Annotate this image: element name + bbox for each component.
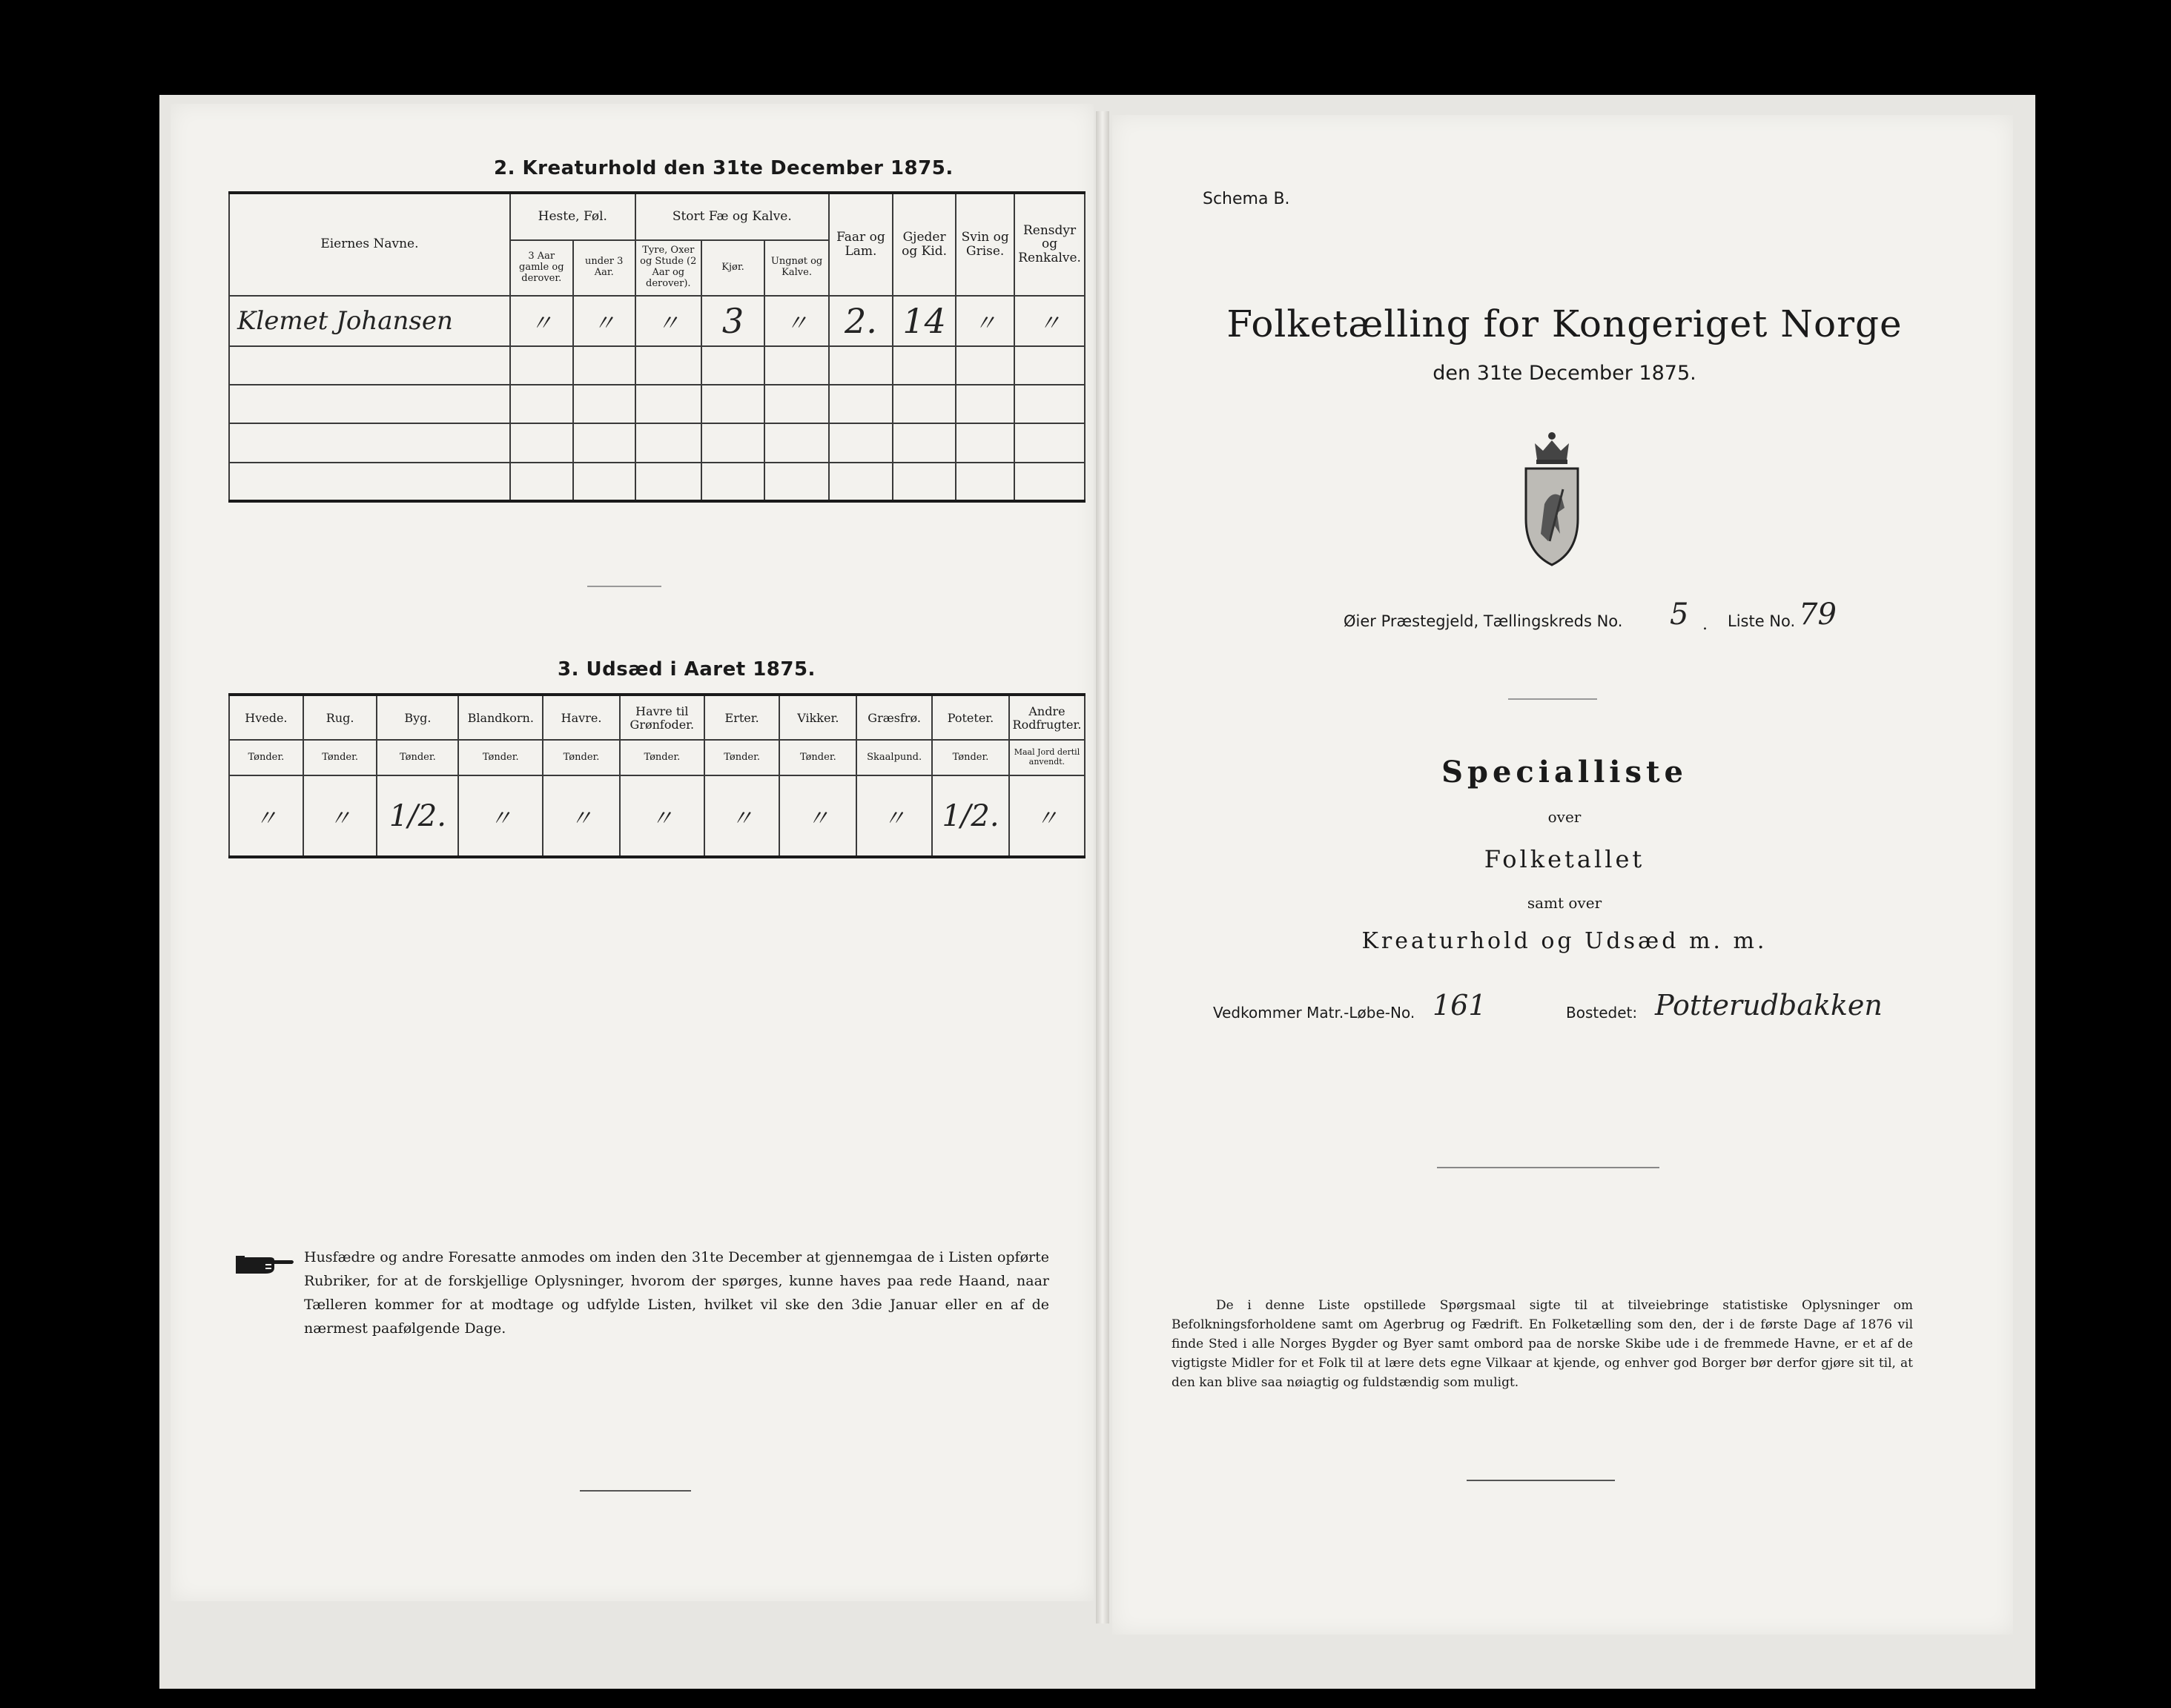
- owner-name-header: Eiernes Navne.: [229, 193, 510, 296]
- seed-crop-label: Poteter.: [933, 696, 1008, 741]
- seed-unit-label: Tønder.: [563, 751, 600, 763]
- seed-header-cell: [377, 695, 458, 775]
- seed-value: 〃: [620, 775, 704, 857]
- footnote-text: De i denne Liste opstillede Spørgsmaal sigte til at tilveiebringe statistiske Oplysninger om Befolkningsforholdene samt om Agerbrug og Fædrift. En Folketælling som den, der i de første Dage af 1876 vil finde Sted i alle Norges Bygder og Byer samt ombord paa de norske Skibe ude i de fremmede Havne, er et af de vigtigste Midler for et Folk til at lære dets egne Vilkaar at kjende, og enhver god Borger bør derfor gjøre sit til, at den kan blive saa nøiagtig og fuldstændig som muligt.: [1172, 1298, 1913, 1390]
- notice-text: Husfædre og andre Foresatte anmodes om inden den 31te December at gjennemgaa de i Listen opførte Rubriker, for at de forskjellige Oplysninger, hvorom der spørges, kunne haves paa rede Haand, naar Tælleren kommer for at modtage og udfylde Listen, hvilket vil ske den 3die Januar eller en af de nærmest paafølgende Dage.: [304, 1249, 1049, 1337]
- census-title: Folketælling for Kongeriget Norge: [1226, 302, 1903, 345]
- seed-crop-label: Græsfrø.: [857, 696, 931, 741]
- matr-label: Vedkommer Matr.-Løbe-No.: [1213, 1004, 1415, 1022]
- section3-title: 3. Udsæd i Aaret 1875.: [558, 658, 816, 681]
- cattle-group-header: Stort Fæ og Kalve.: [635, 193, 829, 240]
- parish-name: Øier: [1344, 612, 1376, 630]
- seed-table: [228, 693, 1086, 858]
- seed-header-cell: [932, 695, 1009, 775]
- seed-value: 1/2.: [377, 775, 458, 857]
- seed-unit-label: Tønder.: [248, 751, 285, 763]
- seed-crop-label: Rug.: [304, 696, 377, 741]
- dot-mark: .: [1702, 615, 1708, 634]
- bosted-label: Bostedet:: [1566, 1004, 1638, 1022]
- section2-title: 2. Kreaturhold den 31te December 1875.: [494, 157, 954, 179]
- value-cows: 3: [701, 296, 765, 346]
- sheep-header: Faar og Lam.: [829, 193, 893, 296]
- young-cattle-header: Ungnøt og Kalve.: [764, 240, 829, 296]
- value-goats: 14: [893, 296, 956, 346]
- matr-number: 161: [1433, 989, 1487, 1022]
- separator-rule: [1508, 698, 1597, 700]
- goats-header: Gjeder og Kid.: [893, 193, 956, 296]
- value-bulls: 〃: [635, 296, 701, 346]
- table-row: [229, 463, 1085, 501]
- pointing-hand-icon: [236, 1251, 295, 1278]
- seed-value: 〃: [543, 775, 620, 857]
- reindeer-header: Rensdyr og Renkalve.: [1014, 193, 1085, 296]
- seed-crop-label: Blandkorn.: [459, 696, 542, 741]
- separator-rule: [580, 1490, 691, 1492]
- cows-header: Kjør.: [701, 240, 765, 296]
- seed-value: 〃: [704, 775, 780, 857]
- table-row: [229, 296, 1085, 346]
- seed-value: 〃: [303, 775, 377, 857]
- schema-label: Schema B.: [1203, 190, 1290, 208]
- livestock-table: [228, 191, 1086, 503]
- value-pigs: 〃: [956, 296, 1014, 346]
- coat-of-arms-icon: [1519, 430, 1585, 571]
- separator-rule: [1437, 1167, 1659, 1168]
- seed-unit-label: Tønder.: [799, 751, 836, 763]
- kreds-number: 5: [1670, 598, 1689, 632]
- value-horses-3yr: 〃: [510, 296, 573, 346]
- seed-value: 〃: [856, 775, 932, 857]
- seed-crop-label: Andre Rodfrugter.: [1010, 696, 1084, 741]
- pigs-header: Svin og Grise.: [956, 193, 1014, 296]
- seed-header-cell: [856, 695, 932, 775]
- seed-header-cell: [303, 695, 377, 775]
- seed-crop-label: Byg.: [377, 696, 457, 741]
- seed-value: 〃: [1009, 775, 1085, 857]
- seed-value: 〃: [458, 775, 543, 857]
- seed-crop-label: Havre.: [543, 696, 619, 741]
- samt-over-label: samt over: [1527, 894, 1602, 912]
- seed-header-cell: [229, 695, 303, 775]
- value-reindeer: 〃: [1014, 296, 1085, 346]
- horses-3yr-header: 3 Aar gamle og derover.: [510, 240, 573, 296]
- seed-value: 〃: [779, 775, 856, 857]
- table-row: [229, 385, 1085, 423]
- kreaturhold-label: Kreaturhold og Udsæd m. m.: [1361, 928, 1768, 954]
- liste-label: Liste No.: [1728, 612, 1796, 630]
- seed-unit-label: Tønder.: [724, 751, 761, 763]
- seed-unit-label: Tønder.: [644, 751, 681, 763]
- seed-value: 〃: [229, 775, 303, 857]
- seed-header-cell: [543, 695, 620, 775]
- separator-rule: [1467, 1480, 1615, 1481]
- value-sheep: 2.: [829, 296, 893, 346]
- seed-crop-label: Hvede.: [230, 696, 303, 741]
- liste-number: 79: [1799, 598, 1837, 632]
- seed-header-cell: [620, 695, 704, 775]
- parish-label: Præstegjeld, Tællingskreds No.: [1381, 612, 1623, 630]
- seed-unit-label: Tønder.: [482, 751, 519, 763]
- table-row: [229, 775, 1085, 857]
- specialliste-title: Specialliste: [1441, 755, 1688, 790]
- value-young-cattle: 〃: [764, 296, 829, 346]
- seed-header-row: [229, 695, 1085, 775]
- table-row: [229, 346, 1085, 385]
- horses-group-header: Heste, Føl.: [510, 193, 635, 240]
- seed-unit-label: Tønder.: [399, 751, 436, 763]
- seed-unit-label: Maal Jord dertil anvendt.: [1014, 747, 1080, 767]
- seed-unit-label: Skaalpund.: [867, 751, 922, 763]
- bosted-value: Potterudbakken: [1655, 989, 1883, 1022]
- table-row: [229, 423, 1085, 462]
- seed-unit-label: Tønder.: [952, 751, 989, 763]
- value-horses-under3: 〃: [573, 296, 635, 346]
- seed-header-cell: [458, 695, 543, 775]
- bulls-header: Tyre, Oxer og Stude (2 Aar og derover).: [635, 240, 701, 296]
- folketallet-label: Folketallet: [1484, 845, 1645, 873]
- seed-crop-label: Erter.: [705, 696, 779, 741]
- seed-unit-label: Tønder.: [322, 751, 359, 763]
- census-date: den 31te December 1875.: [1433, 362, 1696, 385]
- seed-header-cell: [704, 695, 780, 775]
- seed-crop-label: Havre til Grønfoder.: [621, 696, 704, 741]
- seed-crop-label: Vikker.: [780, 696, 856, 741]
- separator-rule: [587, 586, 661, 587]
- over-label: over: [1547, 808, 1582, 826]
- owner-name: Klemet Johansen: [229, 296, 510, 346]
- horses-under3-header: under 3 Aar.: [573, 240, 635, 296]
- book-gutter: [1096, 111, 1109, 1623]
- seed-value: 1/2.: [932, 775, 1009, 857]
- seed-header-cell: [1009, 695, 1085, 775]
- parish-line: [1344, 612, 1622, 630]
- seed-header-cell: [779, 695, 856, 775]
